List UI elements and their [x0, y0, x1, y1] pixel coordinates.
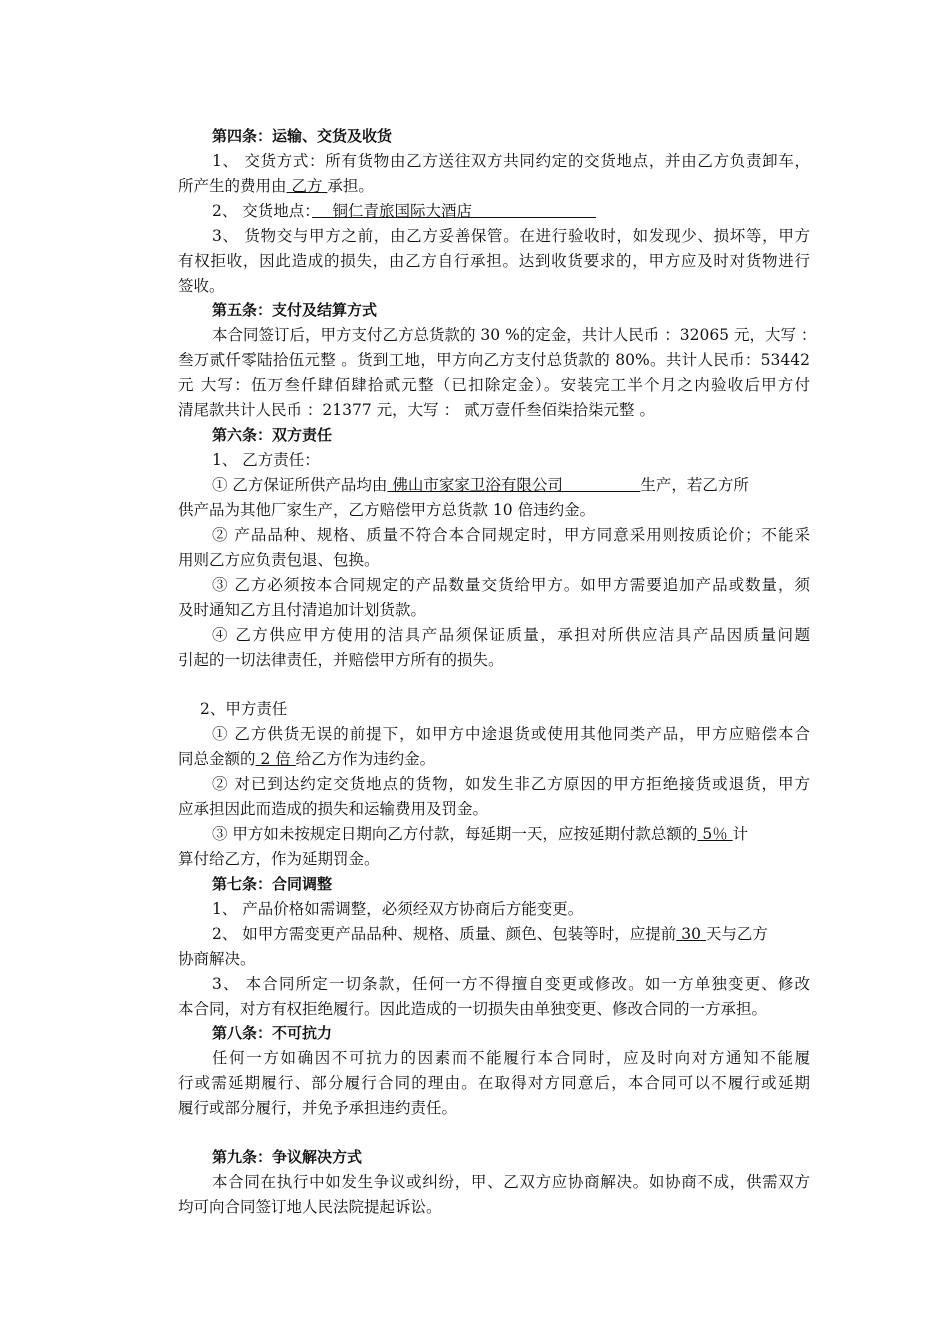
article7-item2-line1 — [212, 922, 810, 946]
article5-line1: 本合同签订后，甲方支付乙方总货款的 30 %的定金，共计人民币 ：32065 元，大写 ： — [212, 326, 817, 344]
article6-q2-line1: ② 对已到达约定交货地点的货物，如发生非乙方原因的甲方拒绝接货或退货，甲方 — [212, 775, 810, 793]
delivery-location-fill: 铜仁青旅国际大酒店 — [312, 202, 596, 220]
article4-item3-line3: 签收。 — [178, 277, 225, 295]
article6-p1-line1 — [212, 473, 810, 497]
article6-p4-line1: ④ 乙方供应甲方使用的洁具产品须保证质量，承担对所供应洁具产品因质量问题 — [212, 626, 810, 644]
article6-q2-line2: 应承担因此而造成的损失和运输费用及罚金。 — [178, 800, 489, 818]
article6-sub2-heading: 2、甲方责任 — [200, 700, 288, 718]
article4-item3-line2: 有权拒收，因此造成的损失，由乙方自行承担。达到收货要求的，甲方应及时对货物进行 — [178, 252, 810, 270]
article6-p3-line2: 及时通知乙方且付清追加计划货款。 — [178, 601, 427, 619]
article6-q3-line2: 算付给乙方，作为延期罚金。 — [178, 850, 380, 868]
article6-q3-text: ③ 甲方如未按规定日期向乙方付款，每延期一天，应按延期付款总额的 — [212, 825, 698, 843]
article6-q1-end: 给乙方作为违约金。 — [295, 750, 436, 768]
article6-heading: 第六条：双方责任 — [212, 426, 333, 444]
article7-item2-end: 天与乙方 — [705, 925, 768, 943]
article6-p1-line2: 供产品为其他厂家生产，乙方赔偿甲方总货款 10 倍违约金。 — [178, 501, 596, 519]
manufacturer-fill: 佛山市家家卫浴有限公司 — [387, 476, 641, 494]
article6-q1-line2 — [178, 747, 810, 771]
article8-line1: 任何一方如确因不可抗力的因素而不能履行本合同时，应及时向对方通知不能履 — [212, 1049, 810, 1067]
article7-heading: 第七条：合同调整 — [212, 875, 333, 893]
article6-p2-line2: 用则乙方应负责包退、包换。 — [178, 551, 380, 569]
article4-item2 — [212, 199, 810, 223]
article6-p4-line2: 引起的一切法律责任，并赔偿甲方所有的损失。 — [178, 651, 504, 669]
article6-q3-end: 计 — [732, 825, 749, 843]
article7-item2-text: 2、 如甲方需变更产品品种、规格、质量、颜色、包装等时，应提前 — [212, 925, 677, 943]
article4-item3-line1: 3、 货物交与甲方之前，由乙方妥善保管。在进行验收时，如发现少、损坏等，甲方 — [212, 227, 810, 245]
delivery-cost-bearer-fill: 乙方 — [286, 177, 328, 195]
article5-line2: 叁万贰仟零陆拾伍元整 。货到工地，甲方向乙方支付总货款的 80%。共计人民币：53442 — [178, 351, 810, 369]
article4-heading: 第四条：运输、交货及收货 — [212, 127, 393, 145]
article6-sub1-heading: 1、 乙方责任： — [212, 451, 320, 469]
article6-p1-text: ① 乙方保证所供产品均由 — [212, 476, 388, 494]
article7-item1: 1、 产品价格如需调整，必须经双方协商后方能变更。 — [212, 900, 584, 918]
article8-line2: 行或需延期履行、部分履行合同的理由。在取得对方同意后，本合同可以不履行或延期 — [178, 1074, 810, 1092]
article7-item2-line2: 协商解决。 — [178, 950, 256, 968]
article6-q3-line1 — [212, 822, 810, 846]
article7-item3-line2: 本合同，对方有权拒绝履行。因此造成的一切损失由单独变更、修改合同的一方承担。 — [178, 1000, 768, 1018]
article5-line4: 清尾款共计人民币 ：21377 元，大写 ： 贰万壹仟叁佰柒拾柒元整 。 — [178, 401, 655, 419]
article4-item1-end: 承担。 — [327, 177, 374, 195]
article4-item1-line2 — [178, 174, 810, 198]
notice-days-fill: 30 — [676, 925, 706, 943]
article8-line3: 履行或部分履行，并免予承担违约责任。 — [178, 1099, 458, 1117]
article9-heading: 第九条：争议解决方式 — [212, 1148, 363, 1166]
article5-heading: 第五条：支付及结算方式 — [212, 301, 378, 319]
article6-p2-line1: ② 产品品种、规格、质量不符合本合同规定时，甲方同意采用则按质论价；不能采 — [212, 526, 810, 544]
article4-item1-text: 所产生的费用由 — [178, 177, 287, 195]
penalty-multiple-fill: 2 倍 — [255, 750, 296, 768]
article8-heading: 第八条：不可抗力 — [212, 1024, 333, 1042]
article6-p3-line1: ③ 乙方必须按本合同规定的产品数量交货给甲方。如甲方需要追加产品或数量，须 — [212, 576, 810, 594]
article7-item3-line1: 3、 本合同所定一切条款，任何一方不得擅自变更或修改。如一方单独变更、修改 — [212, 975, 810, 993]
article5-line3: 元 大写：伍万叁仟肆佰肆拾贰元整（已扣除定金）。安装完工半个月之内验收后甲方付 — [178, 376, 810, 394]
article6-q1-text: 同总金额的 — [178, 750, 256, 768]
article9-line1: 本合同在执行中如发生争议或纠纷，甲、乙双方应协商解决。如协商不成，供需双方 — [212, 1173, 810, 1191]
article9-line2: 均可向合同签订地人民法院提起诉讼。 — [178, 1198, 442, 1216]
delivery-location-label: 2、 交货地点： — [212, 202, 313, 220]
article4-item1-line1: 1、 交货方式：所有货物由乙方送往双方共同约定的交货地点，并由乙方负责卸车， — [212, 152, 810, 170]
article6-p1-end: 生产，若乙方所 — [640, 476, 749, 494]
article6-q1-line1: ① 乙方供货无误的前提下，如甲方中途退货或使用其他同类产品，甲方应赔偿本合 — [212, 725, 810, 743]
late-penalty-rate-fill: 5％ — [697, 825, 733, 843]
